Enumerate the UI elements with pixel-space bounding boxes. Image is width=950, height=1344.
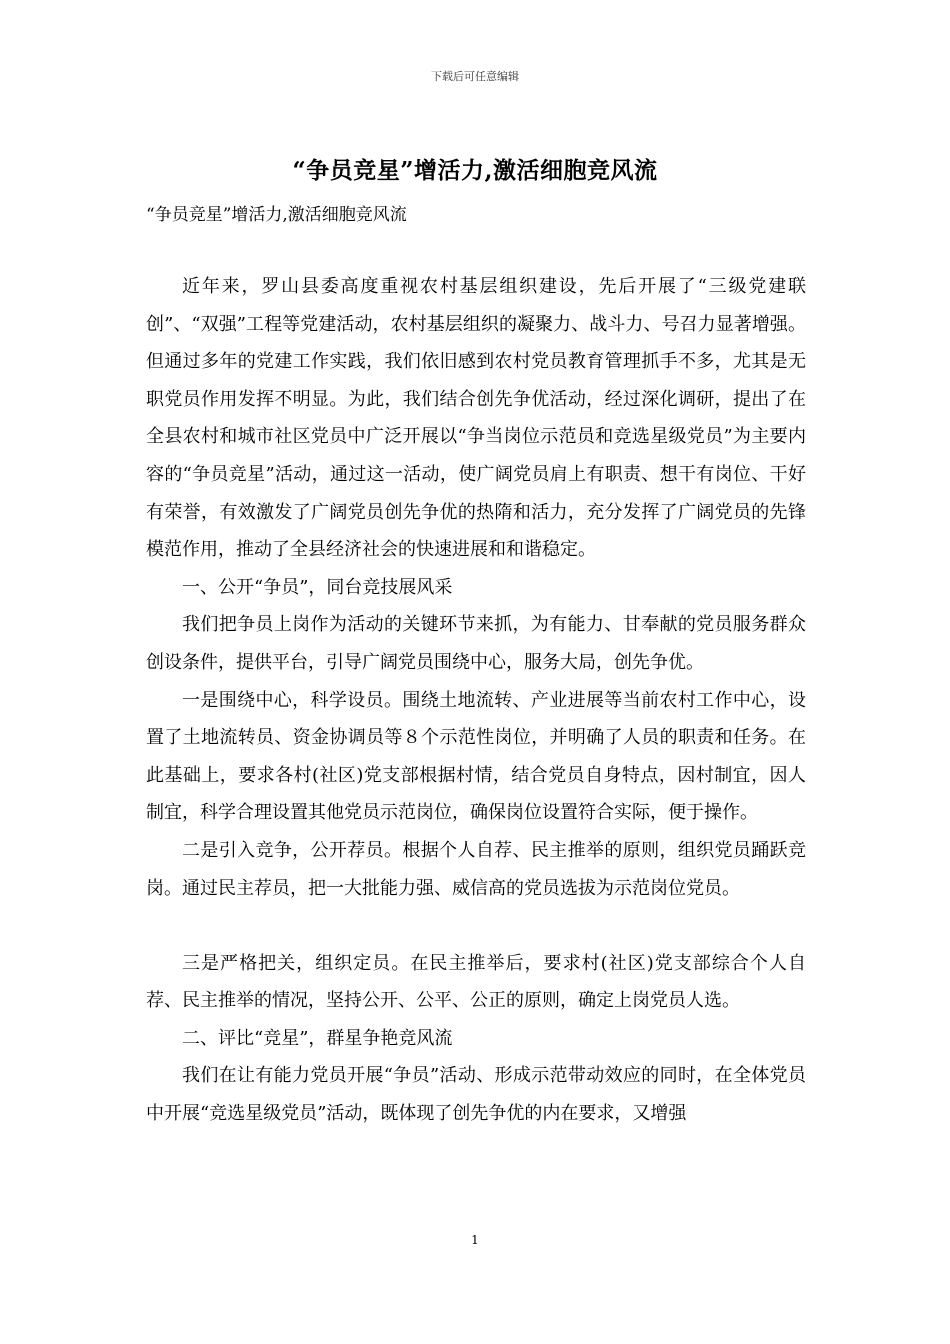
page-header-note: 下载后可任意编辑 [431,70,519,83]
paragraph-section-1-intro: 我们把争员上岗作为活动的关键环节来抓，为有能力、甘奉献的党员服务群众创设条件，提供平台，引导广阔党员围绕中心，服务大局，创先争优。 [146,614,806,673]
document-body [146,268,806,1133]
section-heading-2: 二、评比“竞星”，群星争艳竞风流 [182,1027,453,1049]
page-number: 1 [471,1233,479,1247]
document-subtitle: “争员竞星”增活力,激活细胞竞风流 [146,205,407,225]
paragraph-section-2-intro: 我们在让有能力党员开展“争员”活动、形成示范带动效应的同时，在全体党员中开展“竞选星级党员”活动，既体现了创先争优的内在要求，又增强 [146,1065,806,1125]
document-title: “争员竞星”增活力,激活细胞竞风流 [292,157,658,184]
section-heading-1: 一、公开“争员”，同台竞技展风采 [182,576,453,598]
paragraph-intro: 近年来，罗山县委高度重视农村基层组织建设，先后开展了“三级党建联创”、“双强”工程等党建活动，农村基层组织的凝聚力、战斗力、号召力显著增强。但通过多年的党建工作实践，我们依旧感到农村党员教育管理抓手不多，尤其是无职党员作用发挥不明显。为此，我们结合创先争优活动，经过深化调研，提出了在全县农村和城市社区党员中广泛开展以“争当岗位示范员和竞选星级党员”为主要内容的“争员竞星”活动，通过这一活动，使广阔党员肩上有职责、想干有岗位、干好有荣誉，有效激发了广阔党员创先争优的热隋和活力，充分发挥了广阔党员的先锋模范作用，推动了全县经济社会的快速进展和和谐稳定。 [146,276,806,561]
paragraph-point-3: 三是严格把关，组织定员。在民主推举后，要求村(社区)党支部综合个人自荐、民主推举的情况，坚持公开、公平、公正的原则，确定上岗党员人选。 [146,952,806,1012]
paragraph-point-1: 一是围绕中心，科学设员。围绕土地流转、产业进展等当前农村工作中心，设置了土地流转员、资金协调员等８个示范性岗位，并明确了人员的职责和任务。在此基础上，要求各村(社区)党支部根据村情，结合党员自身特点，因村制宜，因人制宜，科学合理设置其他党员示范岗位，确保岗位设置符合实际，便于操作。 [146,689,806,824]
paragraph-point-2: 二是引入竞争，公开荐员。根据个人自荐、民主推举的原则，组织党员踊跃竞岗。通过民主荐员，把一大批能力强、威信高的党员选拔为示范岗位党员。 [146,839,806,899]
